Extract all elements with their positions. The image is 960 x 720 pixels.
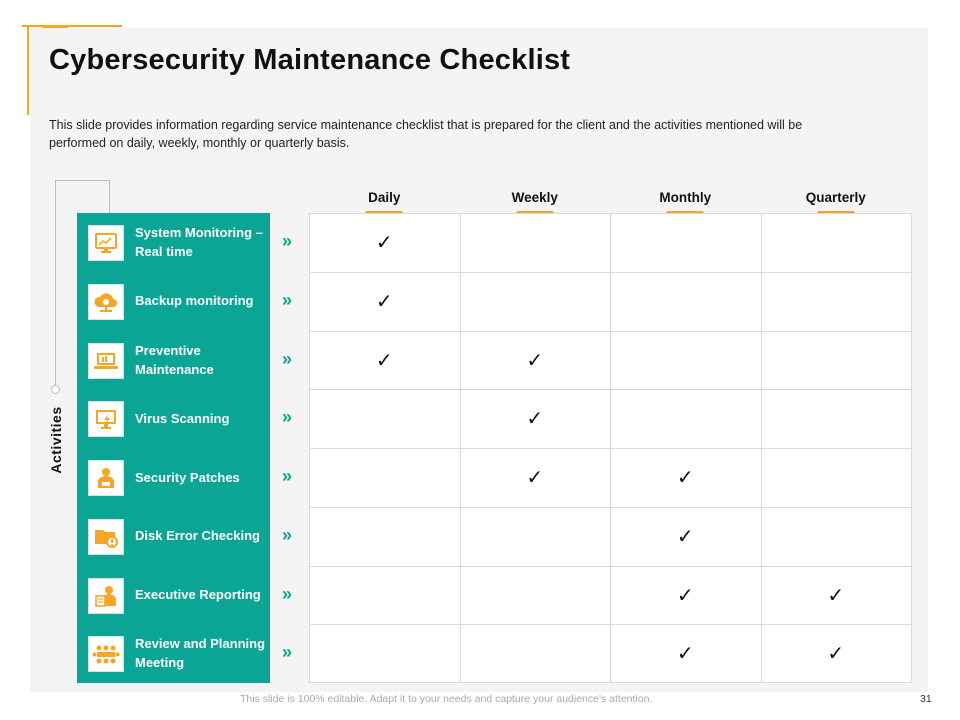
activity-row — [77, 272, 270, 330]
activities-bracket-drop — [109, 180, 110, 214]
check-mark-icon: ✓ — [526, 467, 544, 489]
activity-row — [77, 389, 270, 447]
activity-label: Virus Scanning — [135, 410, 230, 426]
grid-column-divider — [460, 214, 461, 682]
activities-panel — [77, 213, 270, 683]
grid-column-divider — [610, 214, 611, 682]
activity-row — [77, 624, 270, 682]
activity-label: System Monitoring – Real time — [135, 225, 263, 259]
grid-column-divider — [761, 214, 762, 682]
chevron-right-icon: » — [282, 407, 293, 428]
activity-label: Executive Reporting — [135, 587, 261, 602]
check-mark-icon: ✓ — [375, 232, 393, 254]
patch-person-icon — [88, 460, 124, 496]
check-mark-icon: ✓ — [526, 408, 544, 431]
corner-accent-tab — [42, 25, 68, 28]
check-mark-icon: ✓ — [676, 467, 694, 489]
activity-label: Preventive Maintenance — [135, 342, 214, 377]
chevron-right-icon: » — [282, 583, 293, 604]
check-mark-icon: ✓ — [676, 584, 694, 607]
slide-description: This slide provides information regarding service maintenance checklist that is prepared for the client and the activities mentioned will be performed on daily, weekly, monthly or quarterly basis. — [49, 118, 803, 150]
activity-label: Review and Planning Meeting — [135, 636, 266, 671]
activities-bracket-top — [55, 180, 110, 181]
chevron-right-icon: » — [282, 348, 293, 369]
check-mark-icon: ✓ — [375, 349, 393, 372]
activities-bracket-dot — [51, 385, 60, 394]
activity-row — [77, 213, 270, 271]
activity-label: Disk Error Checking — [135, 528, 260, 544]
chevron-right-icon: » — [282, 231, 293, 251]
column-header-monthly: Monthly — [659, 190, 712, 205]
corner-accent-vertical — [27, 25, 29, 115]
folder-alert-icon — [88, 519, 124, 555]
activity-row — [77, 507, 270, 565]
corner-accent-line — [22, 25, 122, 27]
activity-row — [77, 566, 270, 624]
meeting-icon — [88, 636, 124, 672]
activity-label: Backup monitoring — [135, 293, 254, 309]
column-header-daily: Daily — [368, 190, 401, 205]
monitor-scan-icon — [88, 401, 124, 437]
chevron-right-icon: » — [282, 642, 293, 663]
check-mark-icon: ✓ — [827, 584, 845, 607]
page-number: 31 — [920, 693, 932, 705]
footer-note: This slide is 100% editable. Adapt it to your needs and capture your audience's attention. — [240, 693, 653, 705]
column-header-quarterly: Quarterly — [805, 190, 866, 205]
chevron-right-icon: » — [282, 289, 293, 310]
monitor-chart-icon — [88, 225, 124, 261]
column-header-weekly: Weekly — [511, 190, 558, 205]
activity-row — [77, 448, 270, 506]
check-mark-icon: ✓ — [375, 290, 393, 313]
executive-report-icon — [88, 578, 124, 614]
activity-row — [77, 331, 270, 389]
activities-axis-label: Activities — [48, 406, 64, 474]
laptop-tools-icon — [88, 343, 124, 379]
check-mark-icon: ✓ — [526, 349, 544, 372]
check-mark-icon: ✓ — [676, 643, 694, 666]
activities-bracket-line — [55, 180, 56, 385]
chevron-right-icon: » — [282, 466, 293, 486]
check-mark-icon: ✓ — [827, 643, 845, 666]
page-title: Cybersecurity Maintenance Checklist — [49, 44, 571, 76]
activity-label: Security Patches — [135, 469, 240, 485]
cloud-backup-icon — [88, 284, 124, 320]
chevron-right-icon: » — [282, 524, 293, 545]
check-mark-icon: ✓ — [676, 525, 694, 548]
checklist-grid — [309, 213, 912, 683]
